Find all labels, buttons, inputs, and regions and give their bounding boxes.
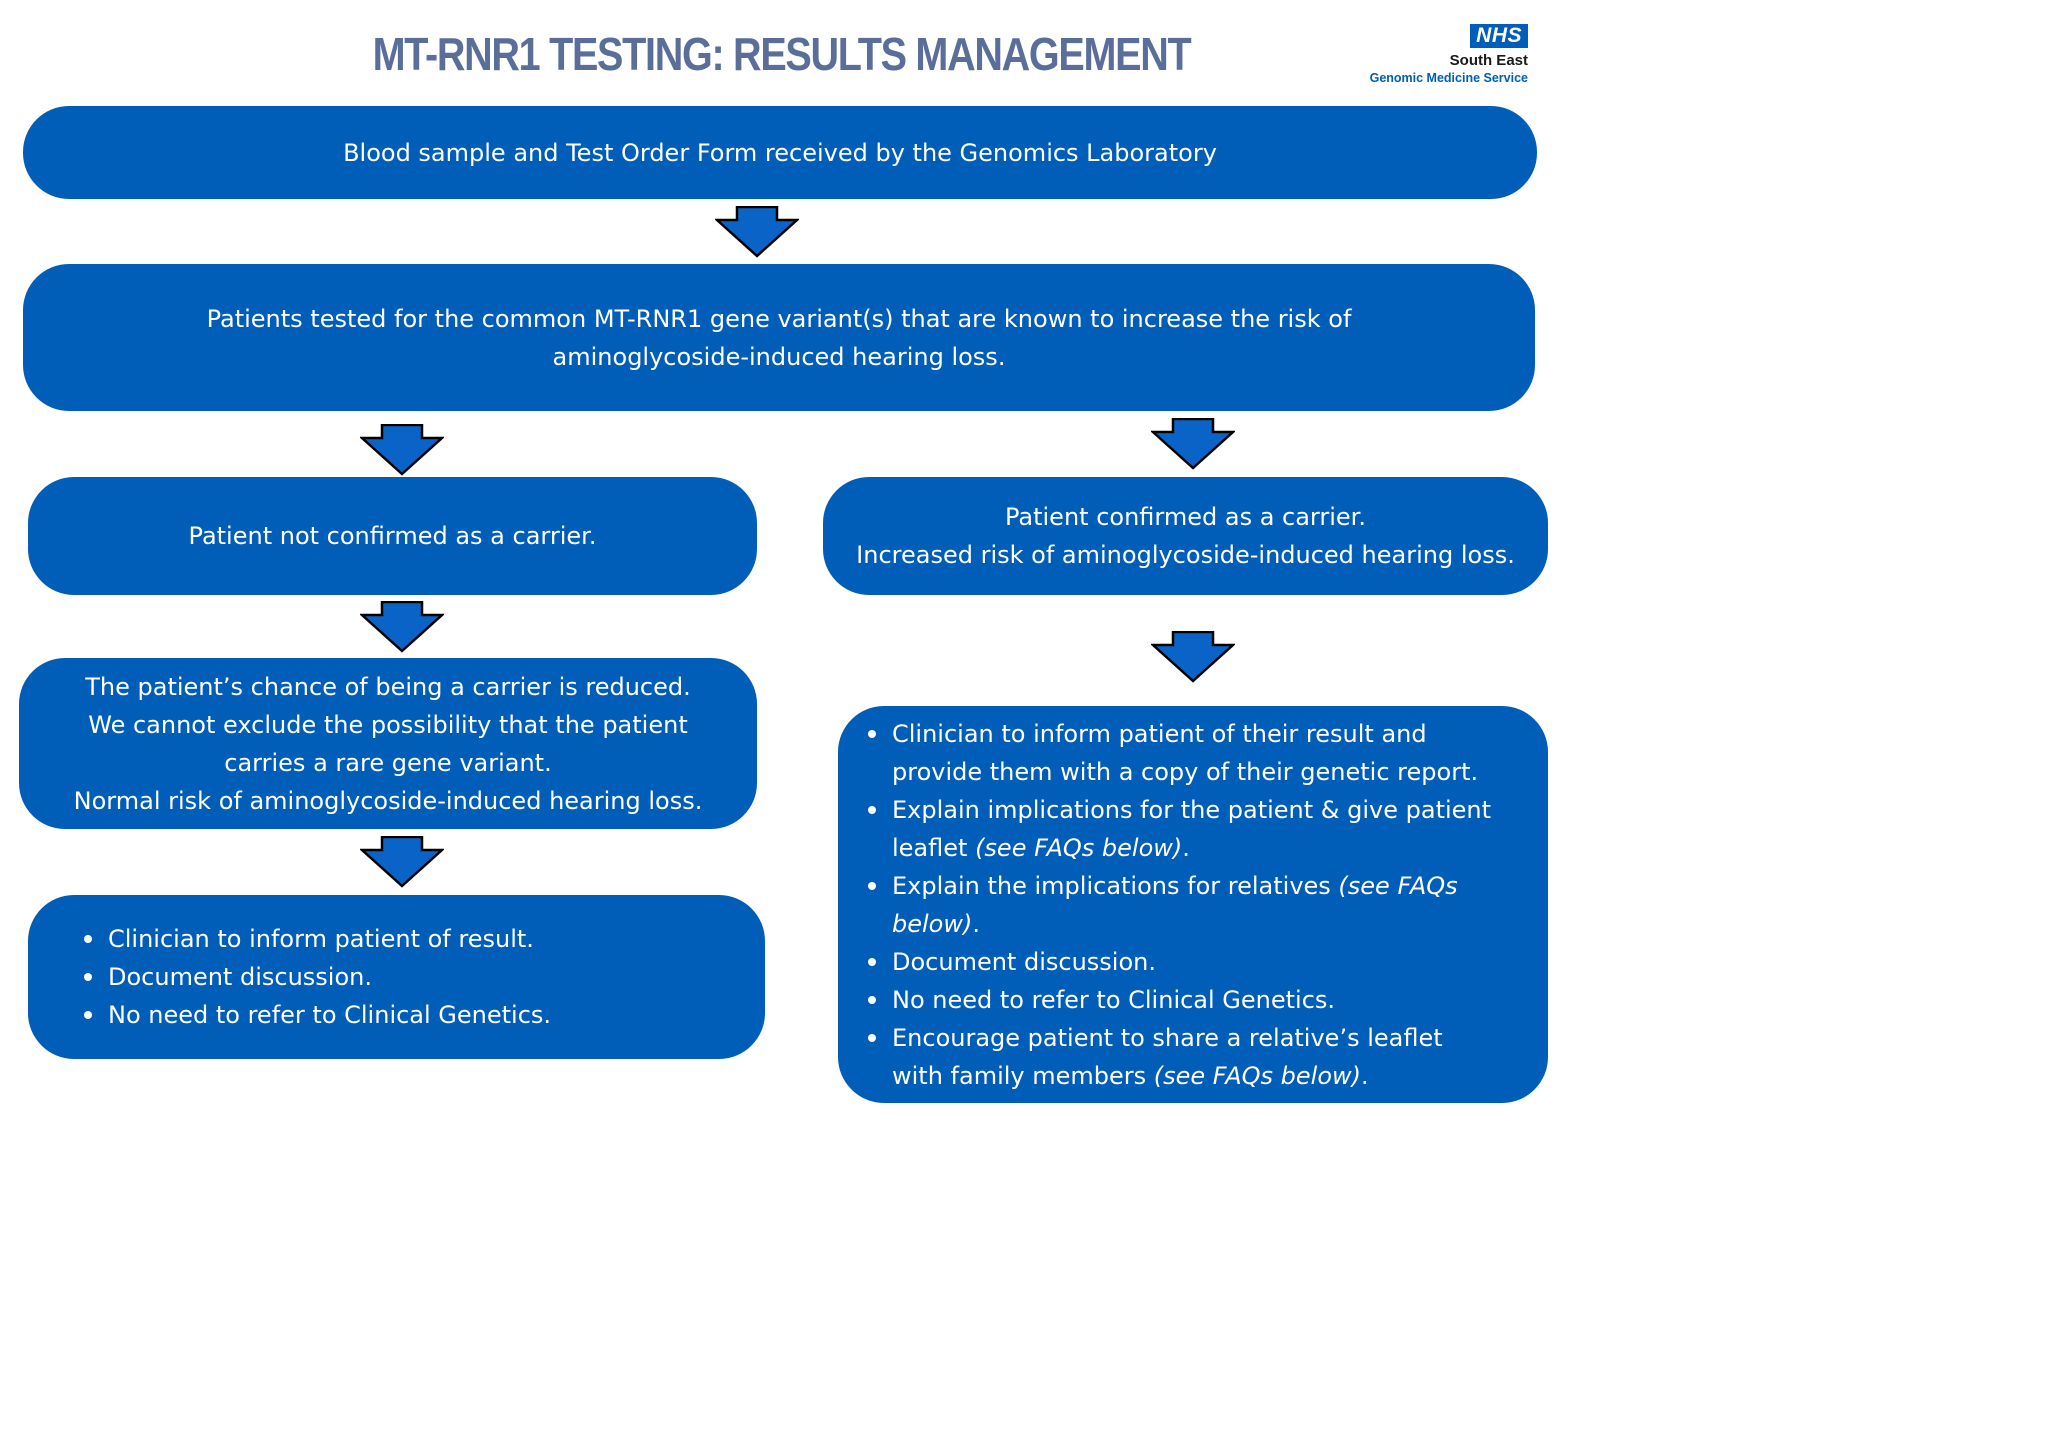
down-arrow-shape: [362, 602, 442, 651]
list-item-line: provide them with a copy of their genetic report.: [892, 757, 1479, 786]
text-run: .: [972, 909, 980, 938]
faq-reference: below): [892, 909, 973, 938]
list-item: No need to refer to Clinical Genetics.: [866, 981, 1491, 1019]
faq-reference: (see FAQs below): [975, 833, 1183, 862]
explanation-line: carries a rare gene variant.: [224, 748, 552, 777]
explanation-line: Normal risk of aminoglycoside-induced hearing loss.: [73, 786, 703, 815]
list-item-line: [892, 1057, 1491, 1095]
down-arrow-shape: [1153, 632, 1233, 681]
step-patients-tested-line1: Patients tested for the common MT-RNR1 gene variant(s) that are known to increase the risk of: [206, 304, 1352, 333]
faq-reference: (see FAQs below): [1153, 1061, 1361, 1090]
result-not-carrier-text: Patient not confirmed as a carrier.: [188, 522, 597, 550]
text-run: leaflet: [892, 833, 976, 862]
nhs-logo-mark: NHS: [1470, 24, 1528, 48]
text-run: with family members: [892, 1061, 1154, 1090]
explanation-line: We cannot exclude the possibility that the patient: [88, 710, 688, 739]
down-arrow-shape: [717, 207, 797, 256]
down-arrow-shape: [362, 425, 442, 474]
down-arrow-icon: [360, 424, 444, 476]
list-item: No need to refer to Clinical Genetics.: [82, 996, 551, 1034]
list-item-line: [892, 905, 1491, 943]
list-item: [866, 791, 1491, 867]
logo-service: Genomic Medicine Service: [1369, 71, 1528, 85]
list-item: Document discussion.: [866, 943, 1491, 981]
result-carrier-line2: Increased risk of aminoglycoside-induced hearing loss.: [856, 541, 1515, 569]
not-carrier-actions: [28, 895, 765, 1059]
logo-region: South East: [1449, 52, 1528, 69]
down-arrow-icon: [360, 836, 444, 888]
down-arrow-shape: [362, 837, 442, 886]
list-item-line: Explain implications for the patient & give patient: [892, 795, 1492, 824]
not-carrier-action-list: [82, 920, 551, 1034]
down-arrow-icon: [1151, 418, 1235, 470]
list-item-line: Encourage patient to share a relative’s leaflet: [892, 1023, 1443, 1052]
list-item: [866, 867, 1491, 943]
carrier-action-list: [866, 715, 1491, 1095]
text-run: .: [1361, 1061, 1369, 1090]
step-sample-received: [23, 106, 1537, 199]
page-title: MT-RNR1 TESTING: RESULTS MANAGEMENT: [372, 28, 1191, 80]
text-run: .: [1182, 833, 1190, 862]
carrier-actions: [838, 706, 1548, 1103]
text-run: Explain the implications for relatives: [892, 871, 1339, 900]
list-item: [866, 715, 1491, 791]
down-arrow-shape: [1153, 419, 1233, 468]
down-arrow-icon: [715, 206, 799, 258]
list-item: [866, 1019, 1491, 1095]
step-patients-tested: [23, 264, 1535, 411]
list-item-line: [892, 867, 1491, 905]
down-arrow-icon: [1151, 631, 1235, 683]
list-item-line: [892, 829, 1491, 867]
step-sample-received-text: Blood sample and Test Order Form received by the Genomics Laboratory: [343, 138, 1217, 167]
list-item: Document discussion.: [82, 958, 551, 996]
list-item-line: Clinician to inform patient of their result and: [892, 719, 1427, 748]
result-carrier: [823, 477, 1548, 595]
not-carrier-explanation: [19, 658, 757, 829]
explanation-line: The patient’s chance of being a carrier is reduced.: [85, 672, 691, 701]
step-patients-tested-line2: aminoglycoside-induced hearing loss.: [552, 342, 1006, 371]
list-item: Clinician to inform patient of result.: [82, 920, 551, 958]
result-not-carrier: [28, 477, 757, 595]
down-arrow-icon: [360, 601, 444, 653]
faq-reference: (see FAQs: [1338, 871, 1458, 900]
result-carrier-line1: Patient confirmed as a carrier.: [1005, 503, 1366, 531]
nhs-logo: [1340, 22, 1530, 92]
